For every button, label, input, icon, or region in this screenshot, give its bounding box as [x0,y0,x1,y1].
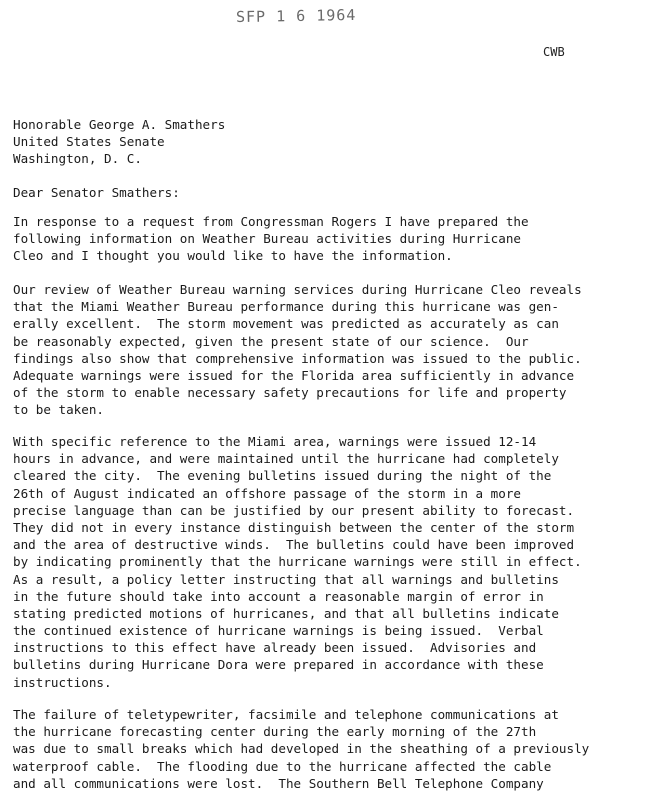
paragraph-communications-failure [13,706,589,792]
addressee-city: Washington, D. C. [13,151,142,167]
text-line: erally excellent. The storm movement was predicted as accurately as can [13,316,559,332]
text-line: In response to a request from Congressman Rogers I have prepared the [13,214,529,229]
text-line: instructions to this effect have already been issued. Advisories and [13,640,537,656]
salutation: Dear Senator Smathers: [13,185,180,200]
text-line: that the Miami Weather Bureau performance during this hurricane was gen- [13,299,559,315]
addressee-block [13,116,225,168]
text-line: findings also show that comprehensive information was issued to the public. [13,350,582,366]
paragraph-miami-warnings [13,433,582,691]
text-line: stating predicted motions of hurricanes, and that all bulletins indicate [13,605,559,621]
text-line: of the storm to enable necessary safety precautions for life and property [13,385,567,401]
text-line: Cleo and I thought you would like to have the information. [13,248,453,264]
text-line: the continued existence of hurricane warnings is being issued. Verbal [13,623,544,639]
addressee-organization: United States Senate [13,134,165,150]
text-line: in the future should take into account a reasonable margin of error in [13,588,544,604]
text-line: was due to small breaks which had developed in the sheathing of a previously [13,741,590,757]
text-line: The failure of teletypewriter, facsimile and telephone communications at [13,707,559,722]
text-line: bulletins during Hurricane Dora were prepared in accordance with these [13,657,544,673]
paragraph-review [13,281,582,419]
text-line: waterproof cable. The flooding due to the hurricane affected the cable [13,758,552,774]
text-line: hours in advance, and were maintained until the hurricane had completely [13,451,559,467]
text-line: and all communications were lost. The Southern Bell Telephone Company [13,775,544,791]
text-line: be reasonably expected, given the present state of our science. Our [13,333,529,349]
office-initials: CWB [543,45,565,59]
text-line: Our review of Weather Bureau warning services during Hurricane Cleo reveals [13,282,582,297]
text-line: Adequate warnings were issued for the Florida area sufficiently in advance [13,367,575,383]
text-line: to be taken. [13,402,104,418]
text-line: and the area of destructive winds. The bulletins could have been improved [13,537,575,553]
text-line: following information on Weather Bureau activities during Hurricane [13,231,521,247]
text-line: With specific reference to the Miami area, warnings were issued 12-14 [13,434,537,449]
text-line: They did not in every instance distinguish between the center of the storm [13,519,575,535]
text-line: As a result, a policy letter instructing that all warnings and bulletins [13,571,559,587]
paragraph-introduction [13,213,529,265]
text-line: by indicating prominently that the hurricane warnings were still in effect. [13,554,582,570]
text-line: instructions. [13,674,112,690]
date-received-stamp: SFP 1 6 1964 [235,5,357,27]
text-line: the hurricane forecasting center during the early morning of the 27th [13,724,537,740]
text-line: 26th of August indicated an offshore passage of the storm in a more [13,485,521,501]
text-line: precise language than can be justified by our present ability to forecast. [13,502,575,518]
text-line: cleared the city. The evening bulletins issued during the night of the [13,468,552,484]
addressee-name: Honorable George A. Smathers [13,117,226,132]
